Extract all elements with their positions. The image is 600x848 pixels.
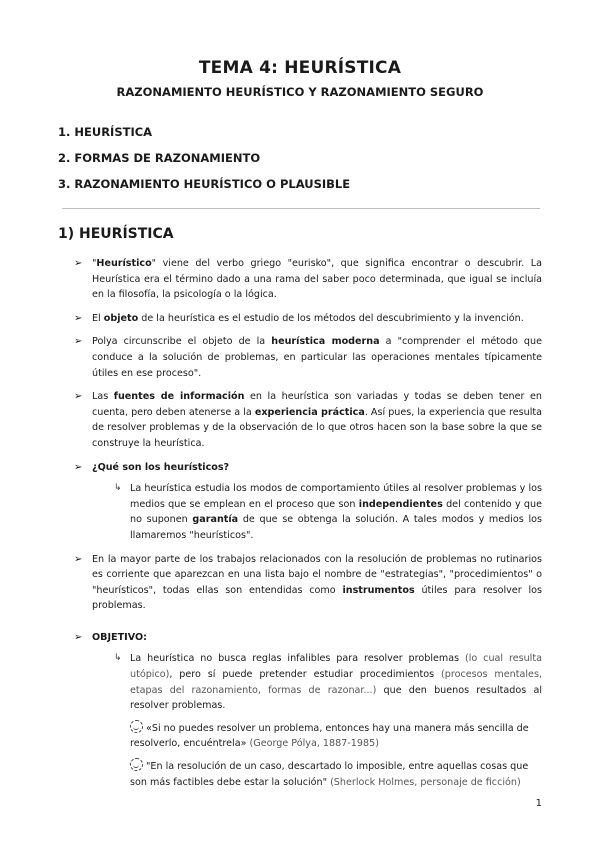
quote-text: "En la resolución de un caso, descartado lo imposible, entre aquellas cosas que son más factibles debe estar la solución" — [130, 761, 529, 788]
document-subtitle: RAZONAMIENTO HEURÍSTICO Y RAZONAMIENTO SEGURO — [116, 85, 484, 99]
text-run: El — [92, 312, 104, 324]
arrow-bullet-icon: ➢ — [74, 461, 83, 473]
divider — [62, 208, 540, 209]
page-number: 1 — [535, 798, 542, 809]
text-run: " viene del verbo griego "eurisko", que significa encontrar o descubrir. La Heurística era el término dado a una rama del saber poco determinada, que igual se incluía en la filosofía, la psicología o la lógica. — [92, 258, 542, 301]
bullet-list — [62, 256, 542, 790]
text-run: a "comprender el método que conduce a la solución de problemas, en particular las operaciones mentales típicamente útiles en ese proceso". — [92, 336, 542, 379]
sub-arrow-icon: ↳ — [114, 483, 122, 494]
text-run: " — [92, 258, 97, 269]
smile-icon — [130, 720, 143, 733]
term-garantia: garantía — [192, 514, 239, 526]
text-run: Polya circunscribe el objeto de la — [92, 336, 272, 348]
question-heading: ¿Qué son los heurísticos? — [92, 461, 230, 473]
arrow-bullet-icon: ➢ — [74, 336, 83, 348]
aside-text: (lo cual resulta utópico) — [130, 653, 542, 681]
list-item — [62, 311, 542, 327]
text-run: de la heurística es el estudio de los métodos del descubrimiento y la invención. — [138, 312, 524, 324]
term-heuristico: Heurístico — [96, 258, 152, 269]
list-item — [62, 389, 542, 451]
list-item — [62, 334, 542, 381]
term-independientes: independientes — [358, 498, 443, 510]
text-run: La heurística no busca reglas infalibles para resolver problemas — [130, 653, 466, 665]
text-run: . Así pues, la experiencia que resulta de resolver problemas y de la observación de lo que otros hacen son la base sobre la que se construye la heurística. — [92, 406, 542, 449]
quote-source: (Sherlock Holmes, personaje de ficción) — [327, 776, 521, 788]
toc-item: 3. RAZONAMIENTO HEURÍSTICO O PLAUSIBLE — [58, 177, 351, 191]
text-run: En la mayor parte de los trabajos relacionados con la resolución de problemas no rutinarios es corriente que aparezcan en una lista bajo el nombre de "estrategias", "procedimientos" o "heurísticos", todas ellas son entendidas como — [92, 553, 542, 596]
toc-item: 2. FORMAS DE RAZONAMIENTO — [58, 151, 261, 165]
section-heading: 1) HEURÍSTICA — [58, 226, 174, 242]
text-run: , pero sí puede pretender estudiar procedimientos — [169, 669, 442, 681]
quote — [62, 758, 542, 790]
text-run: útiles para resolver los problemas. — [92, 584, 542, 612]
list-item — [62, 552, 542, 614]
term-instrumentos: instrumentos — [342, 584, 415, 596]
objective-label: OBJETIVO: — [92, 631, 147, 643]
document-title: TEMA 4: HEURÍSTICA — [198, 58, 402, 78]
term-experiencia: experiencia práctica — [254, 406, 365, 418]
quote-text: «Si no puedes resolver un problema, entonces hay una manera más sencilla de resolverlo, encuéntrela» — [130, 722, 529, 750]
text-run: de que se obtenga la solución. A tales modos y medios los llamaremos "heurísticos". — [130, 514, 542, 541]
text-run: La heurística estudia los modos de comportamiento útiles al resolver problemas y los medios que se emplean en el proceso que son — [130, 483, 542, 510]
toc-item: 1. HEURÍSTICA — [58, 125, 153, 139]
term-heuristica-moderna: heurística moderna — [271, 336, 380, 348]
text-run: del contenido y que no suponen — [130, 498, 543, 526]
arrow-bullet-icon: ➢ — [74, 553, 83, 565]
quote — [62, 720, 542, 752]
text-run: que den buenos resultados al resolver problemas. — [130, 684, 542, 712]
sub-item — [62, 481, 542, 543]
table-of-contents — [58, 124, 350, 202]
aside-text: (procesos mentales, etapas del razonamiento, formas de razonar...) — [130, 669, 542, 696]
quote-source: (George Pólya, 1887-1985) — [246, 738, 379, 750]
sub-arrow-icon: ↳ — [114, 653, 122, 664]
list-item — [62, 460, 542, 476]
arrow-bullet-icon: ➢ — [74, 631, 83, 643]
smile-icon — [130, 758, 143, 771]
arrow-bullet-icon: ➢ — [74, 391, 83, 403]
sub-item — [62, 651, 542, 713]
list-item — [62, 630, 542, 646]
list-item — [62, 256, 542, 303]
arrow-bullet-icon: ➢ — [74, 258, 83, 269]
arrow-bullet-icon: ➢ — [74, 312, 83, 324]
term-objeto: objeto — [103, 312, 139, 324]
text-run: Las — [92, 391, 114, 403]
text-run: en la heurística son variadas y todas se deben tener en cuenta, pero deben atenerse a la — [92, 391, 542, 418]
term-fuentes: fuentes de información — [113, 391, 245, 403]
